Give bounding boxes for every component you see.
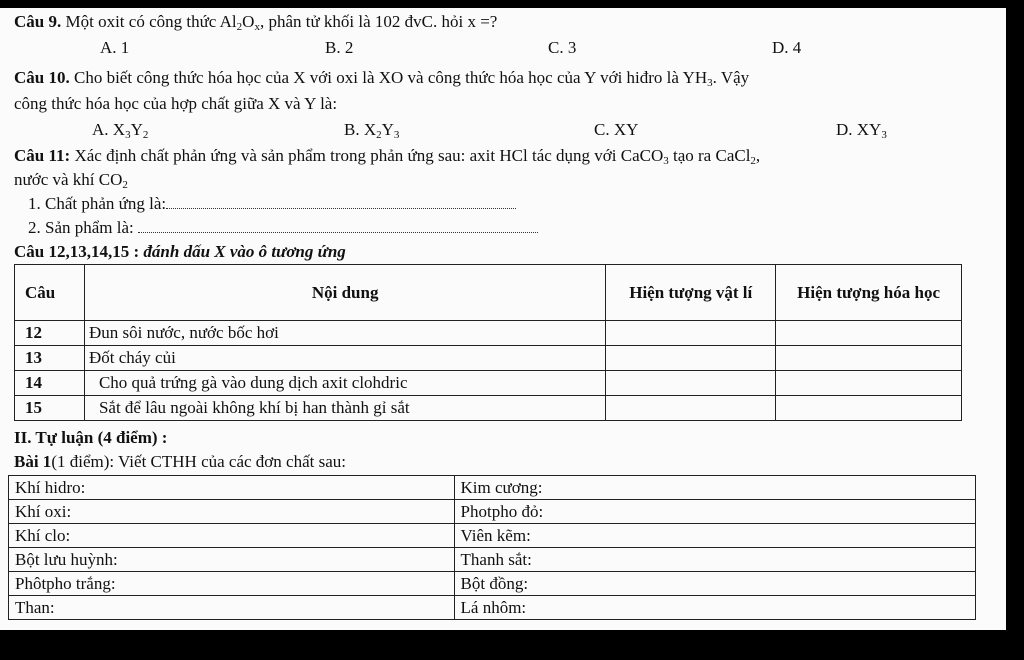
q9-sub-2: x [254, 21, 260, 33]
table-row [15, 321, 962, 346]
q12-note: đánh dấu X vào ô tương ứng [139, 242, 346, 261]
question-12-15 [14, 242, 346, 262]
q11-item-2-label: 2. Sản phẩm là: [28, 218, 139, 237]
chemical-cell[interactable] [776, 321, 962, 346]
table-row [9, 500, 976, 524]
row-num: 12 [15, 321, 85, 346]
physical-cell[interactable] [606, 346, 776, 371]
table-row [9, 596, 976, 620]
row-content: Cho quả trứng gà vào dung dịch axit clohdric [84, 371, 605, 396]
table-row [15, 396, 962, 421]
q11-item-1 [28, 194, 516, 214]
q11-line1: Xác định chất phản ứng và sản phẩm trong phản ứng sau: axit HCl tác dụng với CaCO [70, 146, 664, 165]
physical-cell[interactable] [606, 371, 776, 396]
element-cell[interactable]: Khí oxi: [9, 500, 455, 524]
q11-line1-mid: tạo ra CaCl [668, 146, 751, 165]
element-cell[interactable]: Viên kẽm: [454, 524, 975, 548]
element-cell[interactable]: Khí hidro: [9, 476, 455, 500]
header-cau: Câu [15, 265, 85, 321]
q10-sub: 3 [707, 77, 713, 89]
q10-label: Câu 10. [14, 68, 70, 87]
q9-sub-1: 2 [236, 21, 243, 33]
q12-label: Câu 12,13,14,15 : [14, 242, 140, 261]
chemical-cell[interactable] [776, 346, 962, 371]
row-num: 15 [15, 396, 85, 421]
element-cell[interactable]: Bột đồng: [454, 572, 975, 596]
row-content: Sắt để lâu ngoài không khí bị han thành gỉ sắt [84, 396, 605, 421]
section-2-title: II. Tự luận (4 điểm) : [14, 428, 168, 447]
header-vat-li: Hiện tượng vật lí [606, 265, 776, 321]
element-cell[interactable]: Bột lưu huỳnh: [9, 548, 455, 572]
q9-text-mid: O [242, 12, 255, 31]
element-cell[interactable]: Kim cương: [454, 476, 975, 500]
answer-line-1[interactable] [166, 194, 516, 209]
element-cell[interactable]: Khí clo: [9, 524, 455, 548]
answer-line-2[interactable] [138, 218, 538, 233]
bai-1-text: (1 điểm): Viết CTHH của các đơn chất sau: [51, 452, 346, 471]
physical-cell[interactable] [606, 396, 776, 421]
row-num: 13 [15, 346, 85, 371]
phenomena-table [14, 264, 962, 421]
chemical-cell[interactable] [776, 396, 962, 421]
element-cell[interactable]: Phôtpho trắng: [9, 572, 455, 596]
table-header-row [15, 265, 962, 321]
row-content: Đốt cháy củi [84, 346, 605, 371]
q11-item-1-label: 1. Chất phản ứng là: [28, 194, 167, 213]
q9-option-c[interactable]: C. 3 [548, 38, 577, 57]
question-11 [14, 146, 760, 166]
q10-option-b[interactable]: B. $X_2Y_3$ [344, 120, 400, 141]
question-9 [14, 12, 497, 32]
element-cell[interactable]: Thanh sắt: [454, 548, 975, 572]
bai-1-heading [14, 452, 346, 472]
q9-label: Câu 9. [14, 12, 62, 31]
q10-option-a[interactable]: A. $X_3Y_2$ [92, 120, 149, 141]
element-cell[interactable]: Photpho đỏ: [454, 500, 975, 524]
q9-option-b[interactable]: B. 2 [325, 38, 354, 57]
q9-text-post: , phân tử khối là 102 đvC. hỏi x =? [259, 12, 498, 31]
q11-sub-1: 3 [663, 155, 669, 167]
table-row [15, 346, 962, 371]
q11-item-2 [28, 218, 538, 238]
element-cell[interactable]: Lá nhôm: [454, 596, 975, 620]
q11-line2: nước và khí $CO_2$ [14, 170, 128, 191]
chemical-cell[interactable] [776, 371, 962, 396]
element-cell[interactable]: Than: [9, 596, 455, 620]
q9-text-pre: Một oxit có công thức Al [61, 12, 237, 31]
physical-cell[interactable] [606, 321, 776, 346]
row-num: 14 [15, 371, 85, 396]
worksheet-page [0, 8, 1006, 630]
q11-label: Câu 11: [14, 146, 71, 165]
table-row [9, 572, 976, 596]
formula-table [8, 475, 976, 620]
q10-option-c[interactable]: C. XY [594, 120, 639, 139]
table-row [9, 548, 976, 572]
q10-line2: công thức hóa học của hợp chất giữa X và Y là: [14, 94, 338, 113]
row-content: Đun sôi nước, nước bốc hơi [84, 321, 605, 346]
q10-line1-end: . Vậy [712, 68, 750, 87]
q11-line1-end: , [755, 146, 761, 165]
table-row [15, 371, 962, 396]
header-hoa-hoc: Hiện tượng hóa học [776, 265, 962, 321]
q11-sub-2: 2 [750, 155, 756, 167]
question-10 [14, 68, 749, 88]
q10-line1: Cho biết công thức hóa học của X với oxi là XO và công thức hóa học của Y với hiđro là YH [69, 68, 708, 87]
bai-1-label: Bài 1 [14, 452, 52, 471]
q9-option-d[interactable]: D. 4 [772, 38, 802, 57]
table-row [9, 524, 976, 548]
header-noi-dung: Nội dung [84, 265, 605, 321]
q9-option-a[interactable]: A. 1 [100, 38, 130, 57]
q10-option-d[interactable]: D. $XY_3$ [836, 120, 887, 141]
table-row [9, 476, 976, 500]
